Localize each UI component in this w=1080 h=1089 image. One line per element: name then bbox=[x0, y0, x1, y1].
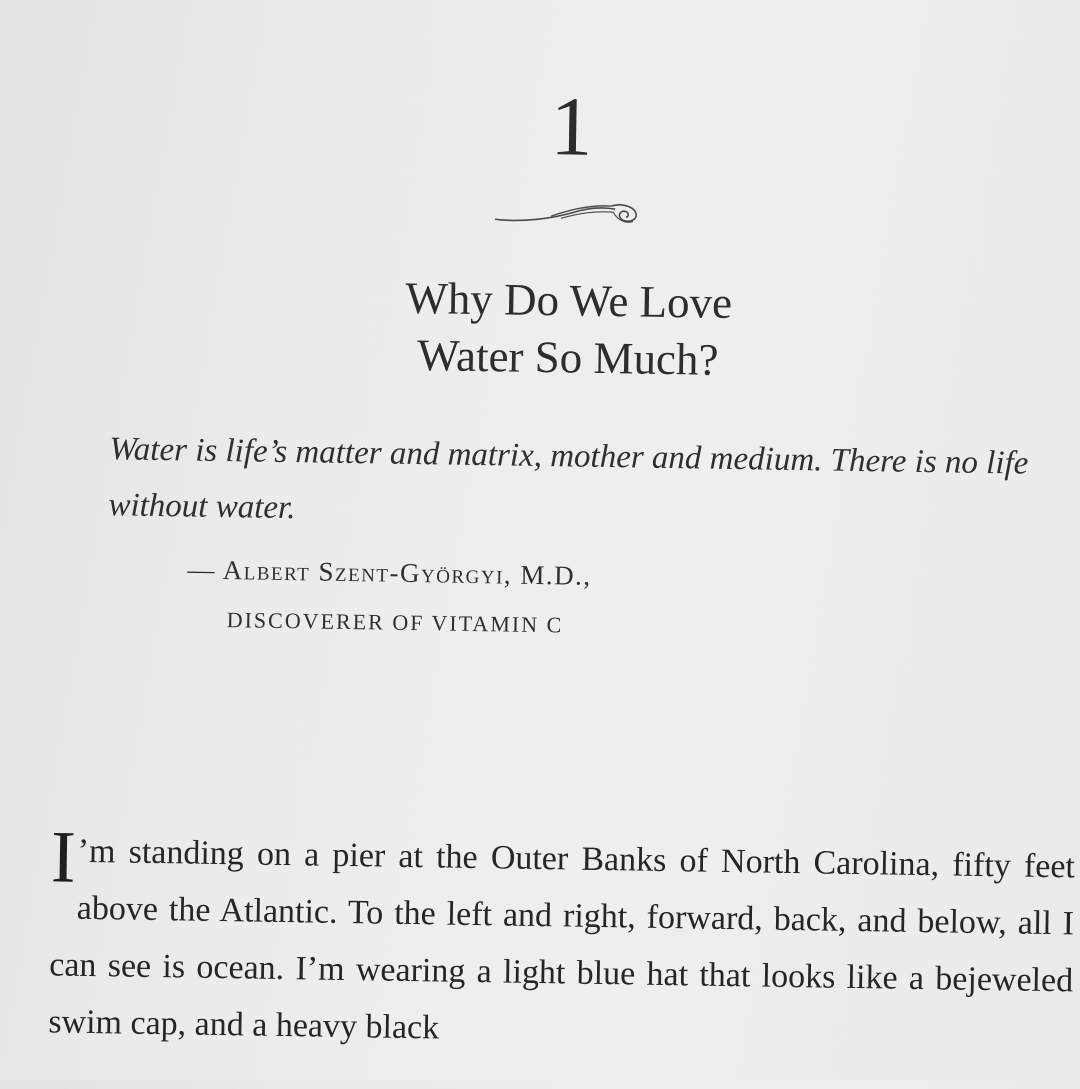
attribution-author: — Albert Szent-Györgyi, M.D., bbox=[187, 554, 592, 591]
chapter-title-line-2: Water So Much? bbox=[416, 330, 719, 385]
chapter-title-line-1: Why Do We Love bbox=[405, 272, 733, 328]
opening-paragraph bbox=[48, 816, 1076, 1066]
epigraph-quote: Water is life’s matter and matrix, mother and medium. There is no life without water. bbox=[108, 431, 1029, 527]
drop-cap: I bbox=[50, 816, 77, 899]
chapter-title bbox=[2, 264, 1080, 396]
body-text bbox=[48, 816, 1076, 1066]
flourish-ornament-icon bbox=[493, 195, 646, 231]
chapter-number: 1 bbox=[549, 80, 594, 174]
epigraph-attribution bbox=[186, 544, 592, 650]
attribution-description: DISCOVERER OF VITAMIN C bbox=[226, 607, 564, 638]
paragraph-text: ’m standing on a pier at the Outer Banks of North Carolina, fifty feet above the Atlantic. To the left and right, forward, back, and below, all I can see is ocean. I’m wearing a light blue hat that looks like a bejeweled swim cap, and a heavy black bbox=[48, 832, 1076, 1047]
